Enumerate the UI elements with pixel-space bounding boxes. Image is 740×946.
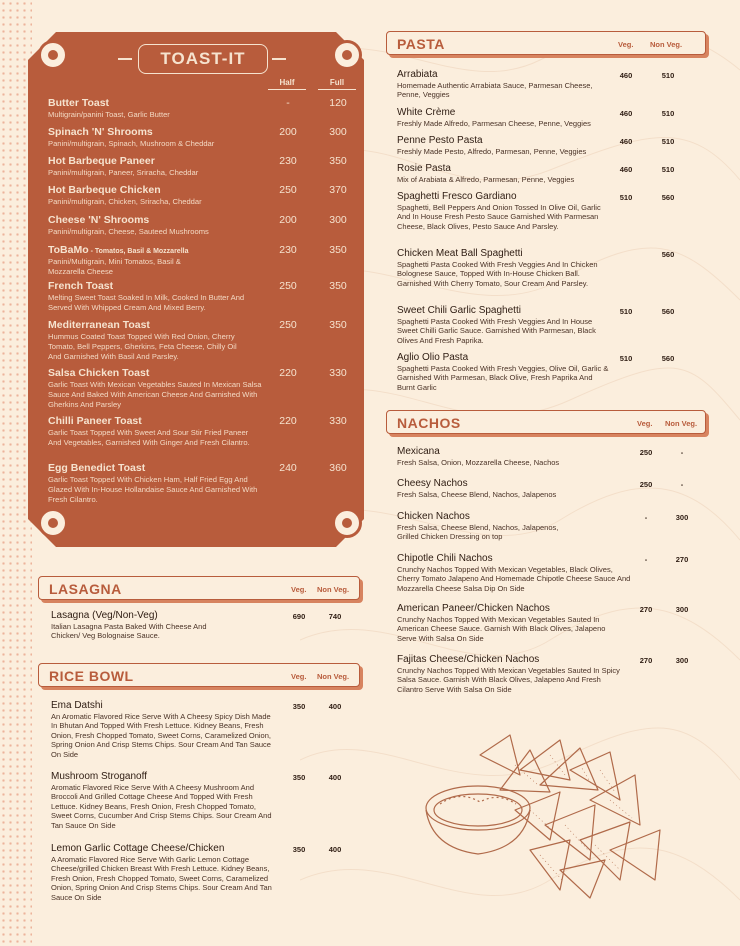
menu-item-arrabiata [397, 69, 697, 100]
item-description: Crunchy Nachos Topped With Mexican Vegetables, Black Olives, Cherry Tomato Jalapeno And Homemade Chipotle Cheese Sauce And Mozzarella Cheese Salsa Dip On Side [397, 565, 631, 593]
price-nonveg: 740 [328, 612, 342, 621]
item-description: Spaghetti Pasta Cooked With Fresh Veggies, Olive Oil, Garlic & Garnished With Parmesan, Black Olive, Fresh Paprika And Burnt Garlic [397, 364, 609, 392]
price-half: 250 [279, 184, 297, 196]
price-full: 350 [329, 244, 347, 256]
column-header-nonveg: Non Veg. [650, 40, 683, 49]
section-header-nachos [386, 410, 706, 434]
price-full: 360 [329, 462, 347, 474]
item-name: Mexicana [397, 446, 440, 457]
dot-pattern [0, 0, 32, 946]
price-half: 240 [279, 462, 297, 474]
price-full: 120 [329, 97, 347, 109]
item-description: Panini/Multigrain, Mini Tomatos, Basil & Mozzarella Cheese [48, 257, 181, 276]
menu-item-chipotle-chili-nachos [397, 553, 707, 593]
section-title-nachos: NACHOS [397, 415, 461, 431]
menu-item-american-nachos [397, 603, 707, 643]
price-nonveg: 510 [661, 109, 675, 118]
item-name: Penne Pesto Pasta [397, 135, 483, 146]
item-description: Spaghetti Pasta Cooked With Fresh Veggies And In Chicken Bolognese Sauce, Topped With In-House Chicken Ball. Garnished With Cherry Tomato, Sour Cream And Parsley. [397, 260, 598, 288]
item-name: Lasagna (Veg/Non-Veg) [51, 610, 158, 621]
item-description: Fresh Salsa, Onion, Mozzarella Cheese, Nachos [397, 458, 560, 467]
price-veg: 460 [619, 71, 633, 80]
item-name: Aglio Olio Pasta [397, 352, 469, 363]
item-description: Aromatic Flavored Rice Serve With A Cheesy Mushroom And Broccoli And Grilled Cottage Cheese And Topped With Fresh Lettuce. Kidney Beans, Fresh Onion, Fresh Chopped Tomato, Sweet Corns, Cucumber And Crisp Stems Chips. Sour Cream And Tan Sauce On Side [51, 783, 272, 830]
item-name: Chipotle Chili Nachos [397, 553, 493, 564]
item-name: Egg Benedict Toast [48, 462, 146, 474]
price-half: 230 [279, 155, 297, 167]
price-half: 200 [279, 214, 297, 226]
price-nonveg: 560 [661, 193, 675, 202]
item-name: Salsa Chicken Toast [48, 367, 150, 379]
menu-item-fajitas-nachos [397, 654, 707, 694]
price-veg: - [644, 555, 648, 564]
menu-item-french-toast [48, 280, 348, 313]
menu-item-mushroom-stroganoff [51, 771, 351, 830]
menu-item-cheesy-nachos [397, 478, 707, 499]
item-description: Crunchy Nachos Topped With Mexican Vegetables Sauted In American Cheese Sauce. Garnish With Black Olives, Jalapeno Serve With Salsa On Side [397, 615, 606, 643]
price-half: 230 [279, 244, 297, 256]
price-half: 200 [279, 126, 297, 138]
price-veg: 510 [619, 307, 633, 316]
menu-item-white-creme [397, 107, 697, 128]
price-nonveg: 400 [328, 702, 342, 711]
ring-icon [38, 40, 68, 70]
price-nonveg: 560 [661, 354, 675, 363]
section-header-pasta [386, 31, 706, 55]
item-description: Spaghetti Pasta Cooked With Fresh Veggies And In House Sweet Chilli Garlic Sauce. Garnished With Parmesan, Black Olives And Fresh Paprika. [397, 317, 596, 345]
item-description: Garlic Toast Topped With Sweet And Sour Stir Fried Paneer And Vegetables, Garnished With Ginger And Fresh Cilantro. [48, 428, 250, 447]
ring-icon [38, 508, 68, 538]
item-name: Arrabiata [397, 69, 438, 80]
column-header-half: Half [279, 78, 295, 87]
price-half: 220 [279, 415, 297, 427]
item-description: Mix of Arabiata & Alfredo, Parmesan, Penne, Veggies [397, 175, 575, 184]
item-name: Hot Barbeque Chicken [48, 184, 161, 196]
item-name: Chicken Meat Ball Spaghetti [397, 248, 523, 259]
item-name: Cheesy Nachos [397, 478, 468, 489]
price-nonveg: 400 [328, 845, 342, 854]
price-veg: - [644, 513, 648, 522]
price-half: 250 [279, 280, 297, 292]
column-header-veg: Veg. [637, 419, 653, 428]
price-full: 350 [329, 319, 347, 331]
nachos-bowl-illustration [420, 730, 670, 900]
menu-item-ema-datshi [51, 700, 351, 759]
price-veg: 350 [292, 702, 306, 711]
item-description: A Aromatic Flavored Rice Serve With Garlic Lemon Cottage Cheese/grilled Chicken Breast With Fresh Lettuce. Kidney Beans, Fresh Onion, Fresh Chopped Tomato, Sweet Corns, Caramelized Onion, Spring Onion And Crisp Stems Chips. Sour Cream And Tan Sauce On Side [51, 855, 272, 902]
menu-item-chicken-nachos [397, 511, 707, 542]
price-veg: 270 [639, 605, 653, 614]
menu-item-chicken-meat-ball [397, 248, 697, 288]
menu-item-spaghetti-fresco [397, 191, 697, 231]
menu-item-lemon-garlic [51, 843, 351, 902]
price-full: 300 [329, 126, 347, 138]
menu-item-mediterranean-toast [48, 319, 348, 362]
item-description: Spaghetti, Bell Peppers And Onion Tossed In Olive Oil, Garlic And In House Fresh Pesto Sauce Garnished With Parmesan Cheese, Black Olives, Pesto Sauce And Parsley. [397, 203, 601, 231]
price-nonveg: 510 [661, 137, 675, 146]
menu-item-butter-toast [48, 97, 348, 120]
item-name: Sweet Chili Garlic Spaghetti [397, 305, 521, 316]
menu-item-hot-bbq-chicken [48, 184, 348, 207]
price-nonveg: 300 [675, 605, 689, 614]
item-description: Fresh Salsa, Cheese Blend, Nachos, Jalapenos [397, 490, 557, 499]
item-name-main: ToBaMo [48, 244, 89, 256]
price-nonveg: 560 [661, 250, 675, 259]
section-header-lasagna [38, 576, 360, 600]
item-name: Rosie Pasta [397, 163, 451, 174]
price-veg: 250 [639, 480, 653, 489]
price-veg: 270 [639, 656, 653, 665]
item-description: Italian Lasagna Pasta Baked With Cheese And Chicken/ Veg Bolognaise Sauce. [51, 622, 207, 641]
price-veg: 350 [292, 773, 306, 782]
item-description: Freshly Made Pesto, Alfredo, Parmesan, Penne, Veggies [397, 147, 587, 156]
menu-item-aglio-olio [397, 352, 697, 392]
column-header-full: Full [329, 78, 345, 87]
price-nonveg: - [680, 448, 684, 457]
ring-icon [332, 508, 362, 538]
menu-item-spinach-shrooms [48, 126, 348, 149]
item-name: Spinach 'N' Shrooms [48, 126, 153, 138]
section-title-pasta: PASTA [397, 36, 445, 52]
column-header-veg: Veg. [291, 585, 307, 594]
menu-item-rosie-pasta [397, 163, 697, 184]
item-description: Melting Sweet Toast Soaked In Milk, Cooked In Butter And Served With Whipped Cream And Mixed Berry. [48, 293, 245, 312]
item-name: Chicken Nachos [397, 511, 470, 522]
column-header-nonveg: Non Veg. [317, 672, 350, 681]
price-half: 250 [279, 319, 297, 331]
price-nonveg: - [680, 480, 684, 489]
ring-icon [332, 40, 362, 70]
column-header-nonveg: Non Veg. [317, 585, 350, 594]
menu-item-lasagna [51, 610, 351, 641]
price-nonveg: 510 [661, 165, 675, 174]
item-description: Multigrain/panini Toast, Garlic Butter [48, 110, 170, 119]
price-nonveg: 400 [328, 773, 342, 782]
price-veg: 690 [292, 612, 306, 621]
price-full: 330 [329, 367, 347, 379]
price-veg: 460 [619, 137, 633, 146]
section-title-toast: TOAST-IT [138, 44, 268, 74]
price-full: 330 [329, 415, 347, 427]
price-veg: 510 [619, 193, 633, 202]
price-full: 300 [329, 214, 347, 226]
menu-item-egg-benedict-toast [48, 462, 348, 505]
item-name: American Paneer/Chicken Nachos [397, 603, 550, 614]
menu-item-hot-bbq-paneer [48, 155, 348, 178]
item-name: Cheese 'N' Shrooms [48, 214, 150, 226]
item-name: Hot Barbeque Paneer [48, 155, 155, 167]
price-half: - [286, 97, 290, 109]
item-name: Mediterranean Toast [48, 319, 150, 331]
item-description: Hummus Coated Toast Topped With Red Onion, Cherry Tomato, Bell Peppers, Gherkins, Feta Cheese, Chilly Oil And Garnished With Basil And Parsley. [48, 332, 237, 361]
item-name: Chilli Paneer Toast [48, 415, 142, 427]
column-underline [268, 89, 306, 90]
price-nonveg: 300 [675, 513, 689, 522]
item-description: Freshly Made Alfredo, Parmesan Cheese, Penne, Veggies [397, 119, 591, 128]
column-underline [318, 89, 356, 90]
item-description: Panini/multigrain, Paneer, Sriracha, Cheddar [48, 168, 199, 177]
item-description: Homemade Authentic Arrabiata Sauce, Parmesan Cheese, Penne, Veggies [397, 81, 593, 100]
item-description: An Aromatic Flavored Rice Serve With A Cheesy Spicy Dish Made In Bhutan And Topped With Fresh Lettuce. Kidney Beans, Fresh Onion, Fresh Chopped Tomato, Sweet Corns, Caramelized Onion, Spring Onion And Crisp Stems Chips. Sour Cream And Tan Sauce On Side [51, 712, 271, 759]
price-veg: 510 [619, 354, 633, 363]
price-veg: 460 [619, 109, 633, 118]
price-nonveg: 270 [675, 555, 689, 564]
menu-item-sweet-chili-garlic [397, 305, 697, 345]
price-full: 370 [329, 184, 347, 196]
item-name: White Crème [397, 107, 456, 118]
section-title-rice-bowl: RICE BOWL [49, 668, 134, 684]
section-header-rice-bowl [38, 663, 360, 687]
column-header-nonveg: Non Veg. [665, 419, 698, 428]
item-description: Panini/multigrain, Chicken, Sriracha, Cheddar [48, 197, 202, 206]
menu-item-mexicana [397, 446, 707, 467]
price-nonveg: 560 [661, 307, 675, 316]
price-nonveg: 300 [675, 656, 689, 665]
item-name: Ema Datshi [51, 700, 103, 711]
price-nonveg: 510 [661, 71, 675, 80]
menu-item-cheese-shrooms [48, 214, 348, 237]
price-veg: 460 [619, 165, 633, 174]
item-description: Crunchy Nachos Topped With Mexican Vegetables Sauted In Spicy Salsa Sauce. Garnish With Black Olives, Jalapeno And Fresh Cilantro Serve With Salsa On Side [397, 666, 620, 694]
price-veg: 350 [292, 845, 306, 854]
item-description: Panini/multigrain, Spinach, Mushroom & Cheddar [48, 139, 215, 148]
menu-item-penne-pesto [397, 135, 697, 156]
price-full: 350 [329, 155, 347, 167]
menu-item-chilli-paneer-toast [48, 415, 348, 448]
item-description: Panini/multigrain, Cheese, Sauteed Mushrooms [48, 227, 209, 236]
price-veg: 250 [639, 448, 653, 457]
toast-title-wrap [118, 44, 288, 74]
item-name: Spaghetti Fresco Gardiano [397, 191, 517, 202]
item-name-suffix: - Tomatos, Basil & Mozzarella [88, 248, 189, 255]
item-name: French Toast [48, 280, 114, 292]
item-name: Butter Toast [48, 97, 110, 109]
section-title-lasagna: LASAGNA [49, 581, 122, 597]
item-description: Garlic Toast With Mexican Vegetables Sauted In Mexican Salsa Sauce And Baked With American Cheese And Garnished With Gherkins And Parsley [48, 380, 262, 409]
column-header-veg: Veg. [618, 40, 634, 49]
item-name: Lemon Garlic Cottage Cheese/Chicken [51, 843, 225, 854]
item-name: Mushroom Stroganoff [51, 771, 147, 782]
item-name: Fajitas Cheese/Chicken Nachos [397, 654, 540, 665]
price-full: 350 [329, 280, 347, 292]
column-header-veg: Veg. [291, 672, 307, 681]
menu-item-salsa-chicken-toast [48, 367, 348, 410]
menu-item-tobamo [48, 244, 348, 277]
item-description: Garlic Toast Topped With Chicken Ham, Half Fried Egg And Glazed With In-House Hollandaise Sauce And Garnished With Fresh Cilantro. [48, 475, 258, 504]
item-description: Fresh Salsa, Cheese Blend, Nachos, Jalapenos, Grilled Chicken Dressing on top [397, 523, 559, 542]
price-half: 220 [279, 367, 297, 379]
